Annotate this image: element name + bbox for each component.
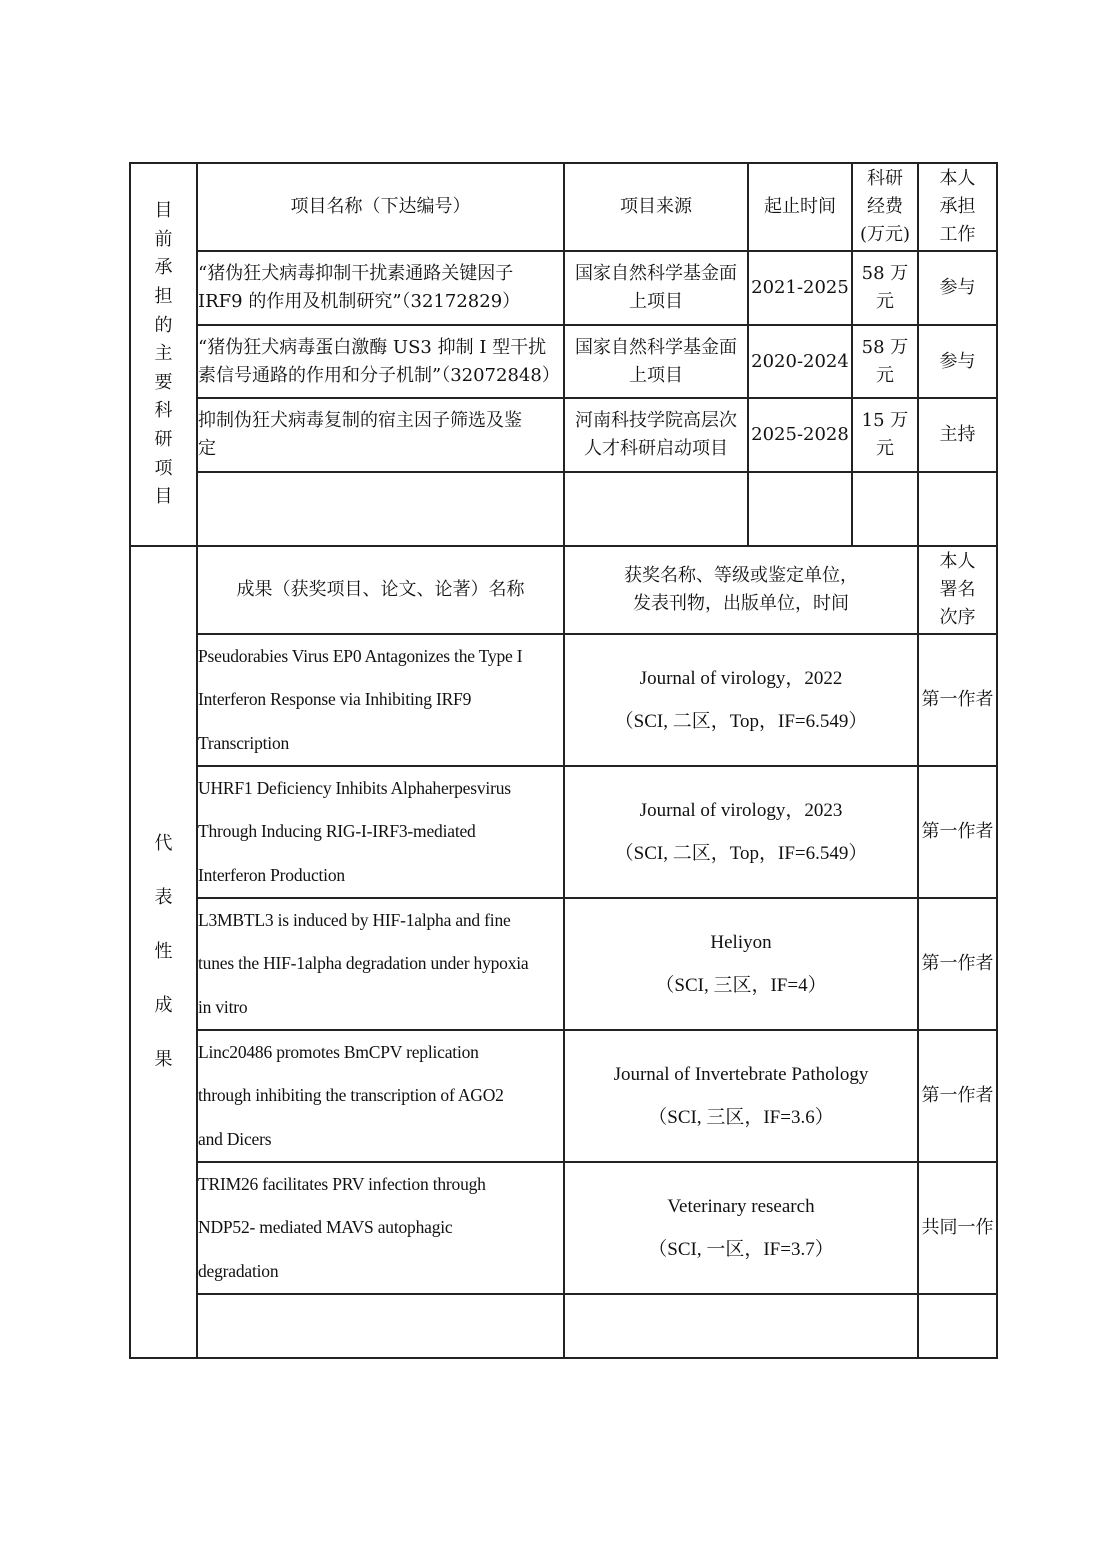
header-achievement-title: 成果（获奖项目、论文、论著）名称 xyxy=(236,579,525,600)
project-row-3-name-cell xyxy=(198,399,564,471)
achievement-order: 第一作者 xyxy=(921,689,994,710)
project-row-2-role-cell xyxy=(919,326,996,397)
achievement-title: TRIM26 facilitates PRV infection through NDP52- mediated MAVS autophagic degradation xyxy=(198,1173,486,1281)
project-row-2-name-cell xyxy=(198,326,564,397)
header-achievement-order-cell xyxy=(919,547,996,633)
project-period: 2021-2025 xyxy=(751,277,849,298)
achievements-side-label-cell xyxy=(131,547,196,1357)
achievement-row-5-order-cell xyxy=(919,1163,996,1293)
project-row-2-source-cell xyxy=(565,326,747,397)
achievement-venue: Veterinary research （SCI, 一区，IF=3.7） xyxy=(648,1196,834,1260)
table-border-right xyxy=(996,162,998,1359)
achievement-order: 第一作者 xyxy=(921,821,994,842)
header-achievement-venue: 获奖名称、等级或鉴定单位， 发表刊物，出版单位，时间 xyxy=(624,565,858,614)
project-name: “猪伪狂犬病毒蛋白激酶 US3 抑制 I 型干扰 素信号通路的作用和分子机制”（32072848） xyxy=(198,336,560,386)
row-divider xyxy=(197,471,998,473)
project-source: 国家自然科学基金面 上项目 xyxy=(575,263,737,312)
achievement-title: UHRF1 Deficiency Inhibits Alphaherpesvirus Through Inducing RIG-I-IRF3-mediated Interferon Production xyxy=(198,777,511,885)
project-role: 参与 xyxy=(939,350,976,372)
project-source: 国家自然科学基金面 上项目 xyxy=(575,336,737,386)
achievement-venue: Journal of Invertebrate Pathology （SCI, 三区，IF=3.6） xyxy=(613,1064,869,1128)
header-achievement-order: 本人 署名 次序 xyxy=(939,551,976,628)
header-project-period: 起止时间 xyxy=(764,196,836,217)
project-row-3-period-cell xyxy=(749,399,851,471)
achievement-row-3-venue-cell xyxy=(565,899,917,1029)
achievement-venue: Journal of virology，2022 （SCI, 二区，Top，IF=6.549） xyxy=(614,668,868,732)
project-row-1-period-cell xyxy=(749,252,851,324)
achievement-row-5-venue-cell xyxy=(565,1163,917,1293)
achievement-row-2-order-cell xyxy=(919,767,996,897)
project-row-1-source-cell xyxy=(565,252,747,324)
project-row-1-role-cell xyxy=(919,252,996,324)
achievement-row-2-title-cell xyxy=(198,767,564,897)
project-row-3-role-cell xyxy=(919,399,996,471)
header-project-name-cell xyxy=(198,164,563,250)
projects-side-label: 目前承担的主要科研项目 xyxy=(154,200,173,508)
header-project-funding-cell xyxy=(853,164,917,250)
achievement-title: Linc20486 promotes BmCPV replication through inhibiting the transcription of AGO2 and Dicers xyxy=(198,1041,504,1149)
achievement-venue: Heliyon （SCI, 三区，IF=4） xyxy=(655,932,827,996)
achievement-row-3-title-cell xyxy=(198,899,564,1029)
achievement-row-2-venue-cell xyxy=(565,767,917,897)
achievement-order: 共同一作 xyxy=(921,1217,994,1238)
achievement-row-1-venue-cell xyxy=(565,635,917,765)
project-name: 抑制伪狂犬病毒复制的宿主因子筛选及鉴 定 xyxy=(198,410,522,459)
project-row-3-funding-cell xyxy=(853,399,917,471)
achievement-row-1-title-cell xyxy=(198,635,564,765)
row-divider xyxy=(197,1293,998,1295)
header-achievement-venue-cell xyxy=(565,547,917,633)
achievement-row-5-title-cell xyxy=(198,1163,564,1293)
project-role: 参与 xyxy=(939,277,976,298)
achievement-row-1-order-cell xyxy=(919,635,996,765)
project-role: 主持 xyxy=(939,424,976,445)
header-project-role: 本人 承担 工作 xyxy=(939,168,976,245)
project-funding: 15 万元 xyxy=(861,410,909,459)
project-funding: 58 万元 xyxy=(861,263,909,312)
project-row-3-source-cell xyxy=(565,399,747,471)
achievement-row-3-order-cell xyxy=(919,899,996,1029)
header-project-role-cell xyxy=(919,164,996,250)
achievement-title: L3MBTL3 is induced by HIF-1alpha and fine tunes the HIF-1alpha degradation under hypoxia in vitro xyxy=(198,909,529,1017)
header-project-name: 项目名称（下达编号） xyxy=(290,196,471,217)
achievement-row-4-order-cell xyxy=(919,1031,996,1161)
project-funding: 58 万元 xyxy=(861,336,909,386)
project-period: 2025-2028 xyxy=(751,424,849,445)
achievement-order: 第一作者 xyxy=(921,953,994,974)
project-source: 河南科技学院高层次 人才科研启动项目 xyxy=(575,410,737,459)
achievement-order: 第一作者 xyxy=(921,1085,994,1106)
header-achievement-title-cell xyxy=(198,547,563,633)
header-project-source: 项目来源 xyxy=(620,196,692,217)
header-project-funding: 科研 经费 (万元) xyxy=(859,168,911,245)
achievement-title: Pseudorabies Virus EP0 Antagonizes the Type I Interferon Response via Inhibiting IRF9 Transcription xyxy=(198,645,523,753)
project-period: 2020-2024 xyxy=(751,350,849,372)
project-row-1-funding-cell xyxy=(853,252,917,324)
project-row-1-name-cell xyxy=(198,252,564,324)
achievement-row-4-venue-cell xyxy=(565,1031,917,1161)
achievement-venue: Journal of virology，2023 （SCI, 二区，Top，IF=6.549） xyxy=(614,800,868,864)
achievements-side-label: 代表性成果 xyxy=(154,833,173,1070)
project-row-2-period-cell xyxy=(749,326,851,397)
achievement-row-4-title-cell xyxy=(198,1031,564,1161)
projects-side-label-cell xyxy=(131,164,196,545)
project-name: “猪伪狂犬病毒抑制干扰素通路关键因子 IRF9 的作用及机制研究”（32172829） xyxy=(198,263,521,312)
project-row-2-funding-cell xyxy=(853,326,917,397)
header-project-source-cell xyxy=(565,164,747,250)
header-project-period-cell xyxy=(749,164,851,250)
